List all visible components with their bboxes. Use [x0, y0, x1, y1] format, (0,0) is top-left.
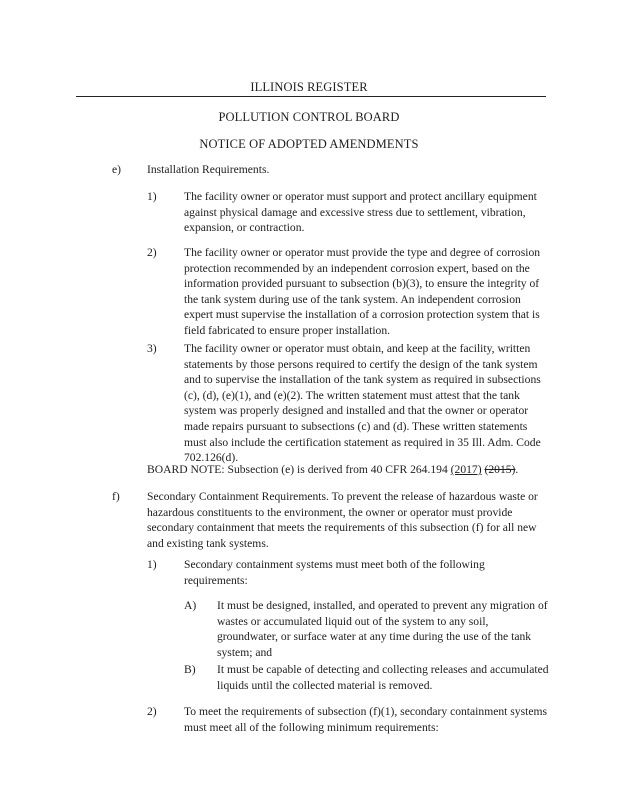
board-title: POLLUTION CONTROL BOARD — [218, 110, 400, 124]
register-title: ILLINOIS REGISTER — [250, 80, 368, 94]
item-e3-label: 3) — [147, 342, 157, 355]
section-e-label: e) — [112, 163, 122, 176]
item-f1-text: Secondary containment systems must meet both of the following requirements: — [184, 558, 485, 587]
item-e2-label: 2) — [147, 246, 157, 259]
item-e3-text: The facility owner or operator must obtain, and keep at the facility, written statements by those persons required to certify the design of the tank system and to supervise the installation of the tank system as required in subsections (c), (d), (e)(1), and (e)(2). The written statement must attest that the tank system was properly designed and installed and that the owner or operator made repairs pursuant to subsections (c) and (d). These written statements must also include the certification statement as required in 35 Ill. Adm. Code 702.126(d). — [184, 342, 541, 465]
item-f1a-label: A) — [184, 599, 197, 612]
board-note — [147, 462, 557, 478]
board-note-prefix: BOARD NOTE: Subsection (e) is derived from 40 CFR 264.194 — [147, 463, 451, 476]
item-f2-label: 2) — [147, 705, 157, 718]
item-e1-label: 1) — [147, 190, 157, 203]
item-f1b-label: B) — [184, 663, 196, 676]
header-rule — [76, 96, 546, 97]
item-e1-text: The facility owner or operator must support and protect ancillary equipment against physical damage and excessive stress due to settlement, vibration, expansion, or contraction. — [184, 190, 537, 235]
section-f-label: f) — [112, 490, 120, 503]
item-f1b-text: It must be capable of detecting and collecting releases and accumulated liquids until the collected material is removed. — [217, 663, 549, 692]
board-note-suffix: . — [515, 463, 519, 476]
board-note-deleted-year: (2015) — [484, 463, 516, 476]
section-e-title: Installation Requirements. — [147, 163, 270, 176]
item-e2-text: The facility owner or operator must provide the type and degree of corrosion protection recommended by an independent corrosion expert, based on the information provided pursuant to subsection (b)(3), to ensure the integrity of the tank system during use of the tank system. An independent corrosion expert must supervise the installation of a corrosion protection system that is field fabricated to ensure proper installation. — [184, 246, 541, 337]
item-f1a-text: It must be designed, installed, and operated to prevent any migration of wastes or accumulated liquid out of the system to any soil, groundwater, or surface water at any time during the use of the tank system; and — [217, 599, 548, 659]
notice-title: NOTICE OF ADOPTED AMENDMENTS — [199, 137, 419, 151]
item-f1-label: 1) — [147, 558, 157, 571]
board-note-added-year: (2017) — [450, 463, 482, 476]
item-f2-text: To meet the requirements of subsection (f)(1), secondary containment systems must meet all of the following minimum requirements: — [184, 705, 547, 734]
section-f-text: Secondary Containment Requirements. To prevent the release of hazardous waste or hazardous constituents to the environment, the owner or operator must provide secondary containment that meets the requirements of this subsection (f) for all new and existing tank systems. — [147, 490, 538, 550]
